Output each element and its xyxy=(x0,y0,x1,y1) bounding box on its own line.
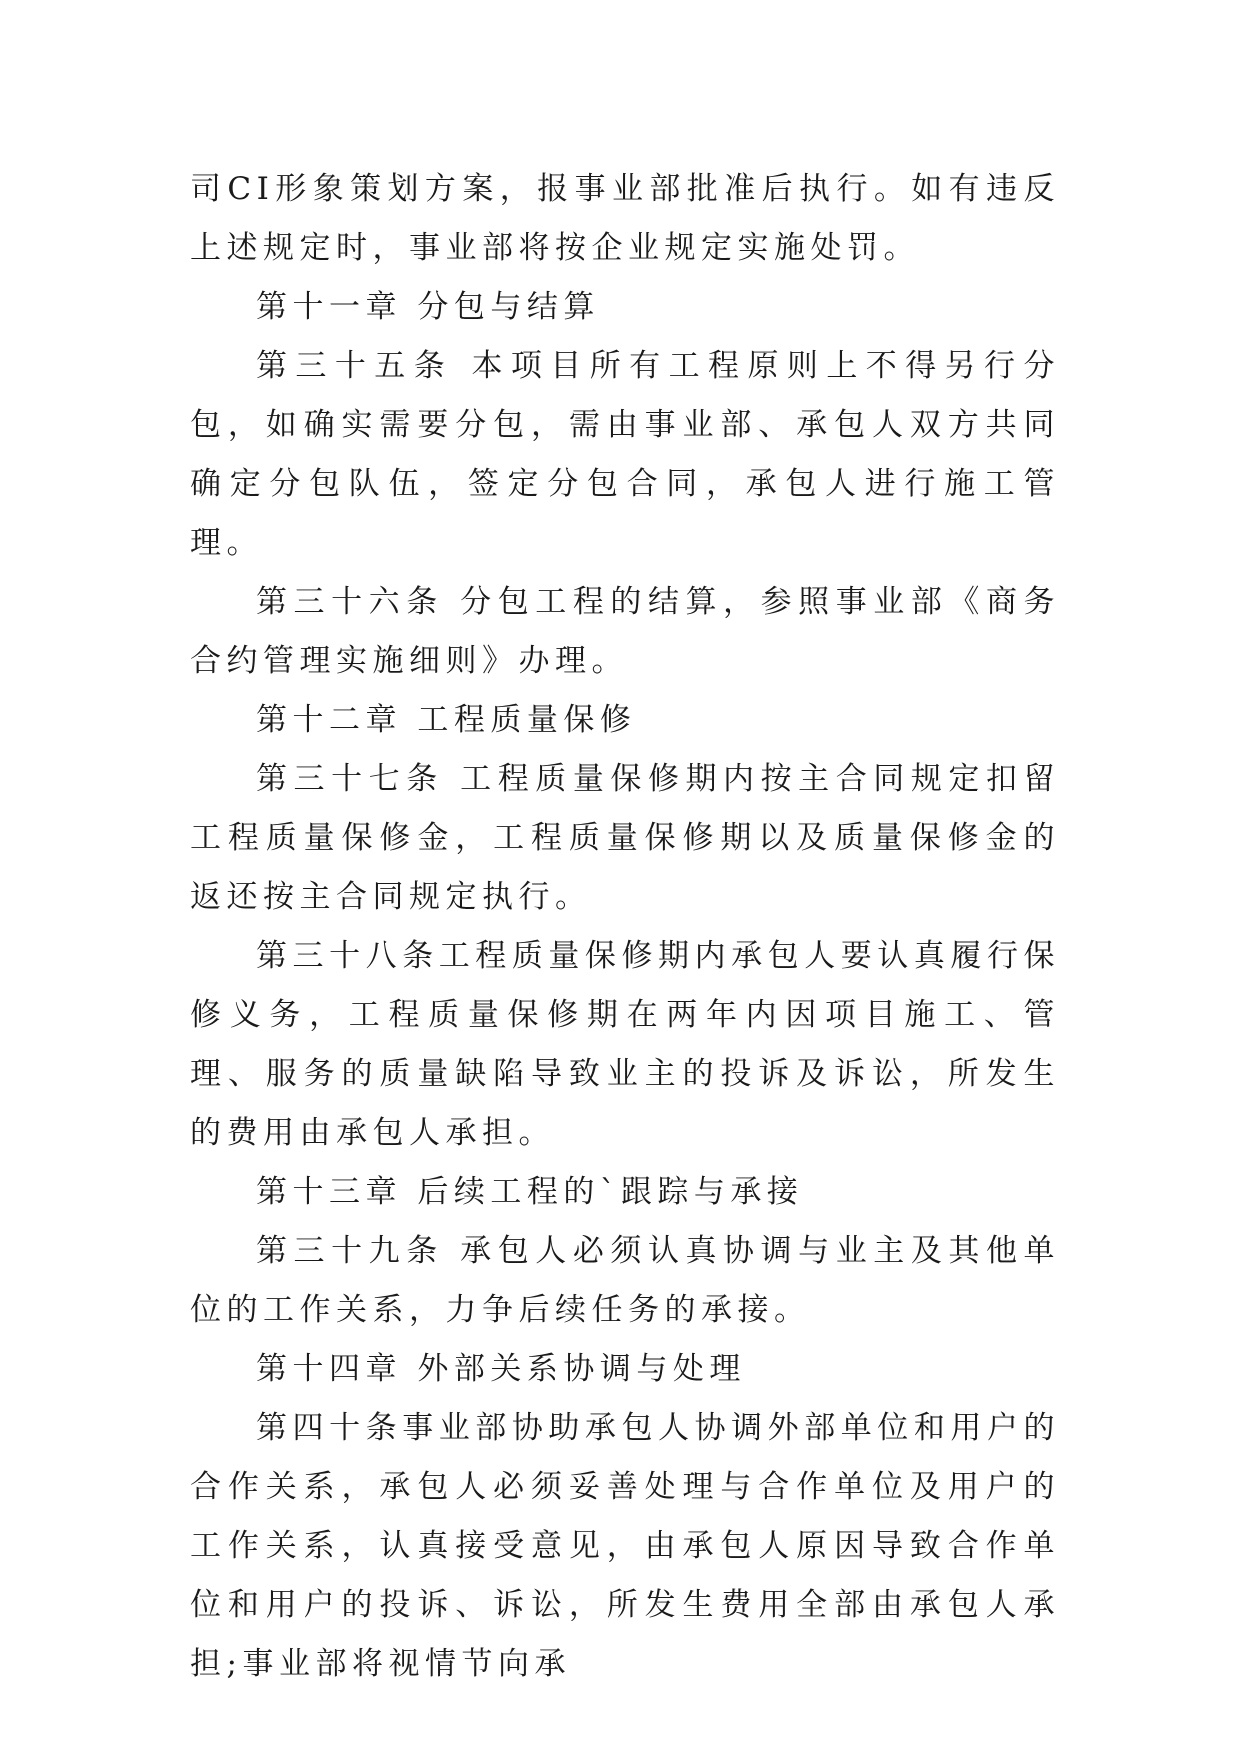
article-37: 第三十七条 工程质量保修期内按主合同规定扣留工程质量保修金，工程质量保修期以及质量保修金的返还按主合同规定执行。 xyxy=(190,761,1060,915)
paragraph-continuation: 司CI形象策划方案，报事业部批准后执行。如有违反上述规定时，事业部将按企业规定实施处罚。 xyxy=(190,171,1060,266)
article-35: 第三十五条 本项目所有工程原则上不得另行分包，如确实需要分包，需由事业部、承包人双方共同确定分包队伍，签定分包合同，承包人进行施工管理。 xyxy=(190,348,1060,561)
article-39: 第三十九条 承包人必须认真协调与业主及其他单位的工作关系，力争后续任务的承接。 xyxy=(190,1233,1060,1328)
chapter-heading-12: 第十二章 工程质量保修 xyxy=(256,702,637,738)
chapter-heading-13: 第十三章 后续工程的`跟踪与承接 xyxy=(256,1174,804,1210)
article-38: 第三十八条工程质量保修期内承包人要认真履行保修义务，工程质量保修期在两年内因项目施工、管理、服务的质量缺陷导致业主的投诉及诉讼，所发生的费用由承包人承担。 xyxy=(190,938,1060,1151)
document-body xyxy=(190,160,1060,1694)
article-40: 第四十条事业部协助承包人协调外部单位和用户的合作关系，承包人必须妥善处理与合作单位及用户的工作关系，认真接受意见，由承包人原因导致合作单位和用户的投诉、诉讼，所发生费用全部由承包人承担;事业部将视情节向承 xyxy=(190,1410,1060,1682)
article-36: 第三十六条 分包工程的结算，参照事业部《商务合约管理实施细则》办理。 xyxy=(190,584,1060,679)
chapter-heading-11: 第十一章 分包与结算 xyxy=(256,289,600,325)
chapter-heading-14: 第十四章 外部关系协调与处理 xyxy=(256,1351,746,1387)
